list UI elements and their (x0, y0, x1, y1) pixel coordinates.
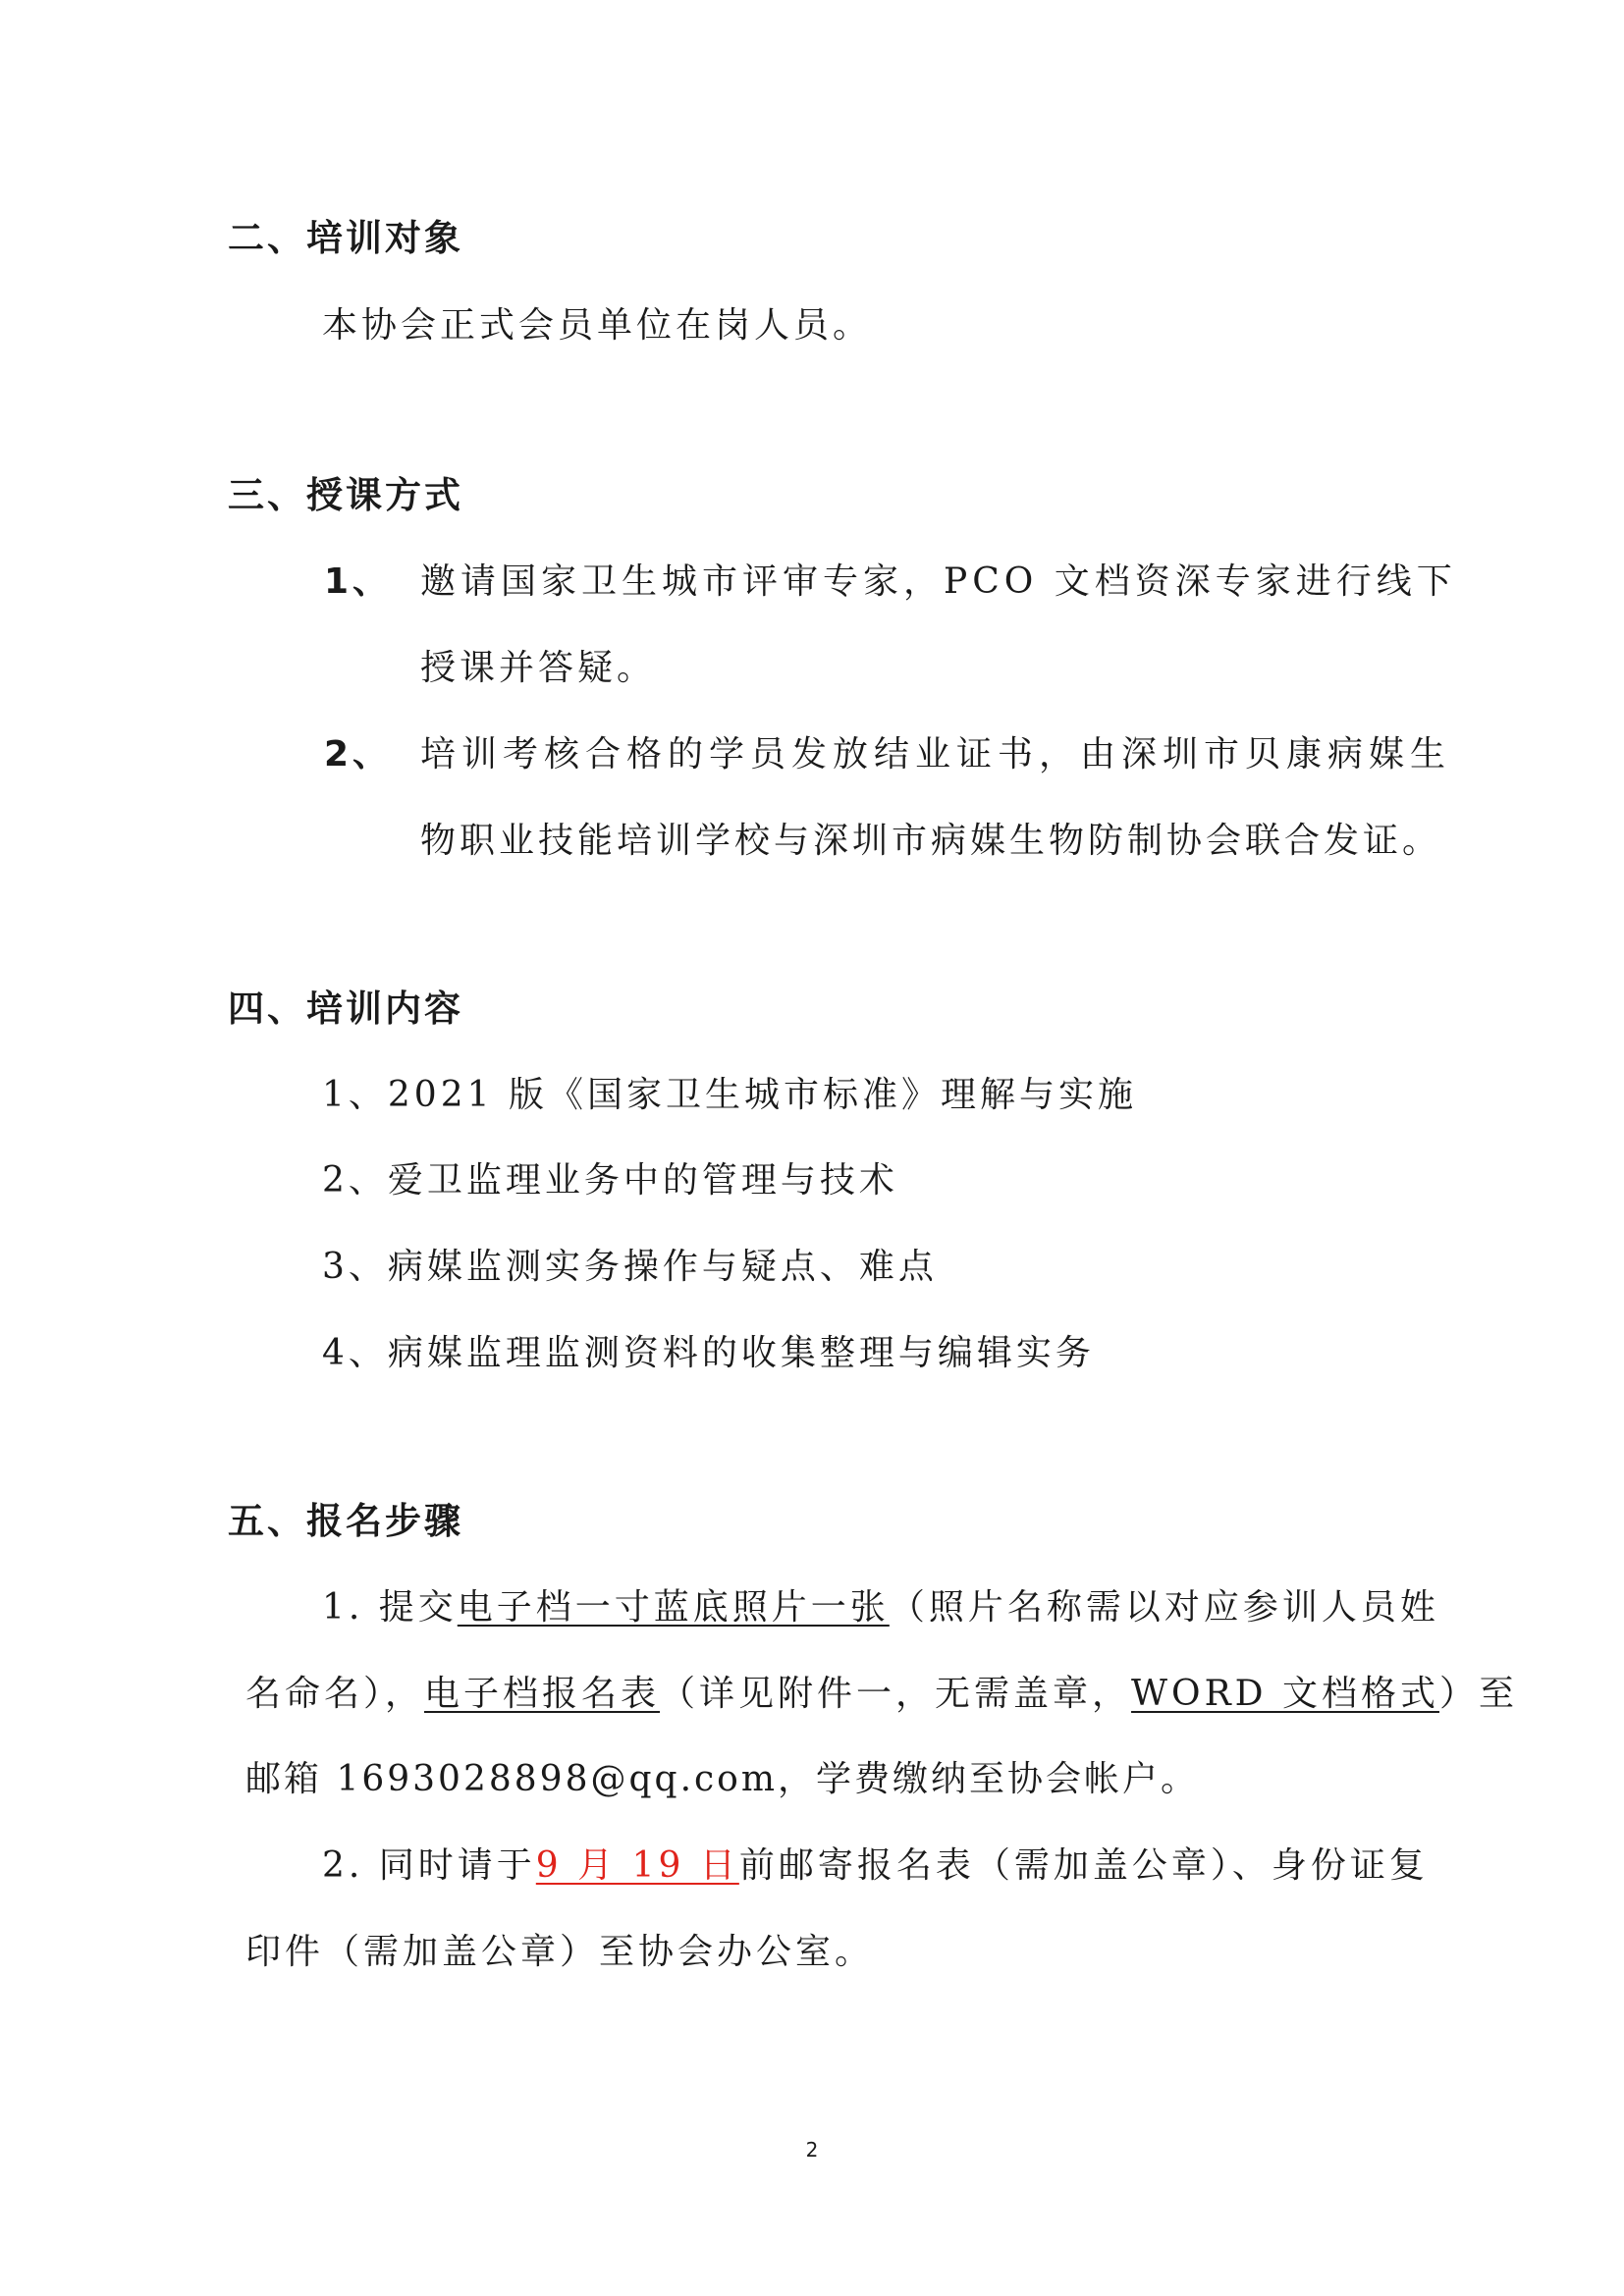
registration-step-1-line-3: 邮箱 1693028898@qq.com，学费缴纳至协会帐户。 (245, 1759, 1199, 1799)
training-content-item: 4、病媒监理监测资料的收集整理与编辑实务 (322, 1333, 1095, 1373)
registration-form-note: （详见附件一，无需盖章， (660, 1674, 1132, 1714)
deadline-date: 9 月 19 日 (535, 1845, 739, 1886)
registration-step-2-line-1 (322, 1844, 1429, 1888)
section-heading-training-target: 二、培训对象 (228, 217, 463, 259)
section-heading-teaching-method: 三、授课方式 (228, 474, 463, 516)
photo-naming-note: （照片名称需以对应参训人员姓 (889, 1587, 1439, 1628)
registration-step-1-prefix: 1. 提交 (322, 1587, 458, 1628)
registration-form-note-end: ）至 (1438, 1674, 1518, 1714)
teaching-method-item-2-number: 2、 (324, 734, 393, 774)
teaching-method-item-1-number: 1、 (324, 561, 393, 602)
teaching-method-item-1-line-1: 邀请国家卫生城市评审专家，PCO 文档资深专家进行线下 (420, 561, 1457, 602)
training-content-item: 2、爱卫监理业务中的管理与技术 (322, 1160, 898, 1201)
training-content-item: 3、病媒监测实务操作与疑点、难点 (322, 1247, 938, 1287)
page-number: 2 (805, 2138, 819, 2162)
teaching-method-item-1-line-2: 授课并答疑。 (420, 648, 657, 688)
training-target-text: 本协会正式会员单位在岗人员。 (322, 305, 873, 346)
photo-requirement-underlined: 电子档一寸蓝底照片一张 (457, 1587, 890, 1628)
photo-naming-note-end: 名命名）， (245, 1674, 425, 1714)
section-heading-registration: 五、报名步骤 (228, 1500, 463, 1542)
registration-form-underlined: 电子档报名表 (424, 1674, 661, 1714)
teaching-method-item-2-line-2: 物职业技能培训学校与深圳市病媒生物防制协会联合发证。 (420, 821, 1442, 861)
mailing-instructions: 前邮寄报名表（需加盖公章）、身份证复 (738, 1845, 1429, 1886)
registration-step-1-line-1 (322, 1586, 1439, 1629)
section-heading-training-content: 四、培训内容 (228, 988, 463, 1030)
teaching-method-item-2-line-1: 培训考核合格的学员发放结业证书，由深圳市贝康病媒生 (420, 734, 1452, 774)
registration-step-2-prefix: 2. 同时请于 (322, 1845, 536, 1886)
registration-step-2-line-2: 印件（需加盖公章）至协会办公室。 (245, 1932, 875, 1972)
training-content-item: 1、2021 版《国家卫生城市标准》理解与实施 (322, 1075, 1137, 1115)
word-format-underlined: WORD 文档格式 (1131, 1674, 1439, 1714)
registration-step-1-line-2 (245, 1673, 1518, 1716)
